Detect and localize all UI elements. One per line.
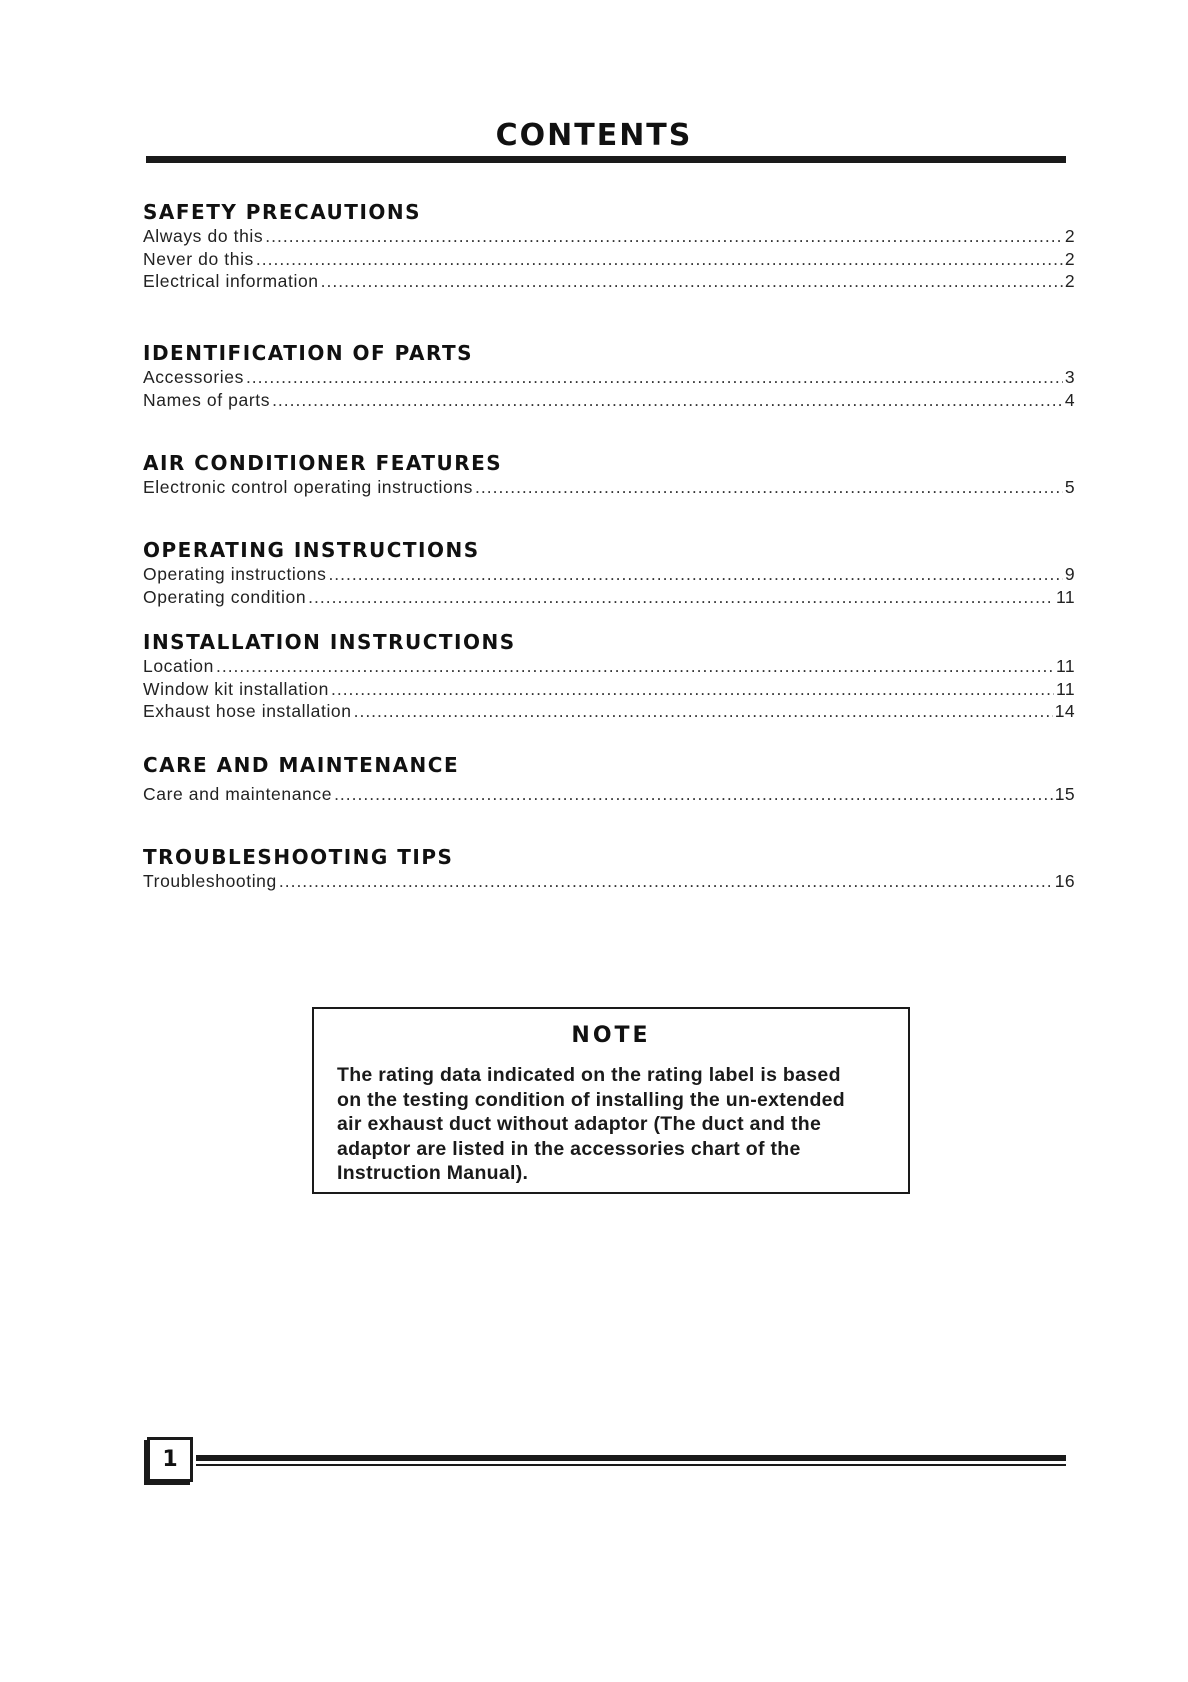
- section-heading: IDENTIFICATION OF PARTS: [143, 341, 473, 365]
- toc-entry[interactable]: [143, 870, 1075, 893]
- dot-leader: [256, 248, 1063, 271]
- note-line: The rating data indicated on the rating label is based: [337, 1064, 841, 1086]
- toc-entry[interactable]: [143, 270, 1075, 293]
- footer-rule-thin: [196, 1464, 1066, 1466]
- toc-section-installation-instructions: [143, 630, 1075, 723]
- toc-entry[interactable]: [143, 783, 1075, 806]
- entry-page: 4: [1064, 389, 1075, 410]
- dot-leader: [354, 700, 1053, 723]
- toc-section-care-and-maintenance: [143, 753, 1075, 806]
- entry-page: 3: [1064, 367, 1075, 387]
- dot-leader: [308, 586, 1054, 609]
- toc-section-operating-instructions: [143, 538, 1075, 608]
- entry-label: Troubleshooting: [143, 871, 277, 891]
- entry-page: 11: [1056, 678, 1075, 699]
- toc-entry[interactable]: [143, 700, 1075, 723]
- toc-entry[interactable]: [143, 563, 1075, 586]
- note-line: adaptor are listed in the accessories chart of the: [337, 1137, 801, 1160]
- dot-leader: [216, 655, 1054, 678]
- entry-label: Always do this: [143, 226, 264, 246]
- entry-page: 2: [1064, 226, 1075, 246]
- entry-page: 5: [1064, 477, 1075, 497]
- entry-label: Care and maintenance: [143, 784, 333, 804]
- toc-entry[interactable]: [143, 389, 1075, 412]
- page-number-box: 1: [147, 1437, 193, 1482]
- note-line: on the testing condition of installing the un-extended: [337, 1088, 846, 1111]
- entry-label: Electronic control operating instructions: [143, 477, 474, 497]
- entry-page: 11: [1056, 586, 1075, 607]
- section-heading: AIR CONDITIONER FEATURES: [143, 451, 503, 475]
- dot-leader: [331, 678, 1054, 701]
- dot-leader: [246, 366, 1063, 389]
- note-box: [312, 1007, 910, 1194]
- dot-leader: [279, 870, 1053, 893]
- toc-section-safety-precautions: [143, 200, 1075, 293]
- entry-page: 15: [1054, 784, 1075, 804]
- section-heading: SAFETY PRECAUTIONS: [143, 200, 422, 224]
- entry-page: 2: [1064, 271, 1075, 291]
- dot-leader: [265, 225, 1063, 248]
- entry-page: 16: [1054, 871, 1075, 891]
- note-line: air exhaust duct without adaptor (The duct and the: [337, 1113, 822, 1135]
- entry-label: Window kit installation: [143, 678, 329, 699]
- section-heading: CARE AND MAINTENANCE: [143, 753, 460, 777]
- entry-label: Exhaust hose installation: [143, 701, 352, 721]
- note-title: NOTE: [571, 1023, 651, 1048]
- contents-title: CONTENTS: [495, 118, 693, 153]
- entry-page: 9: [1064, 564, 1075, 584]
- entry-label: Operating condition: [143, 586, 307, 607]
- toc-entry[interactable]: [143, 476, 1075, 499]
- table-of-contents: [143, 0, 1075, 900]
- footer-rule: [196, 1455, 1066, 1461]
- entry-page: 14: [1054, 701, 1075, 721]
- entry-label: Electrical information: [143, 271, 319, 291]
- toc-entry[interactable]: [143, 655, 1075, 678]
- note-line: Instruction Manual).: [337, 1162, 529, 1184]
- toc-entry[interactable]: [143, 586, 1075, 609]
- entry-page: 2: [1064, 248, 1075, 269]
- dot-leader: [328, 563, 1062, 586]
- section-heading: OPERATING INSTRUCTIONS: [143, 538, 480, 562]
- entry-label: Operating instructions: [143, 564, 327, 584]
- dot-leader: [321, 270, 1063, 293]
- toc-entry[interactable]: [143, 248, 1075, 271]
- toc-section-air-conditioner-features: [143, 451, 1075, 499]
- dot-leader: [272, 389, 1063, 412]
- entry-label: Never do this: [143, 248, 254, 269]
- section-heading: INSTALLATION INSTRUCTIONS: [143, 630, 516, 654]
- entry-page: 11: [1056, 656, 1075, 676]
- dot-leader: [475, 476, 1063, 499]
- entry-label: Location: [143, 656, 214, 676]
- entry-label: Names of parts: [143, 389, 271, 410]
- note-text: [337, 1063, 892, 1186]
- dot-leader: [334, 783, 1053, 806]
- toc-entry[interactable]: [143, 678, 1075, 701]
- entry-label: Accessories: [143, 367, 244, 387]
- toc-entry[interactable]: [143, 225, 1075, 248]
- toc-section-identification-of-parts: [143, 341, 1075, 411]
- section-heading: TROUBLESHOOTING TIPS: [143, 845, 454, 869]
- toc-section-troubleshooting-tips: [143, 845, 1075, 893]
- toc-entry[interactable]: [143, 366, 1075, 389]
